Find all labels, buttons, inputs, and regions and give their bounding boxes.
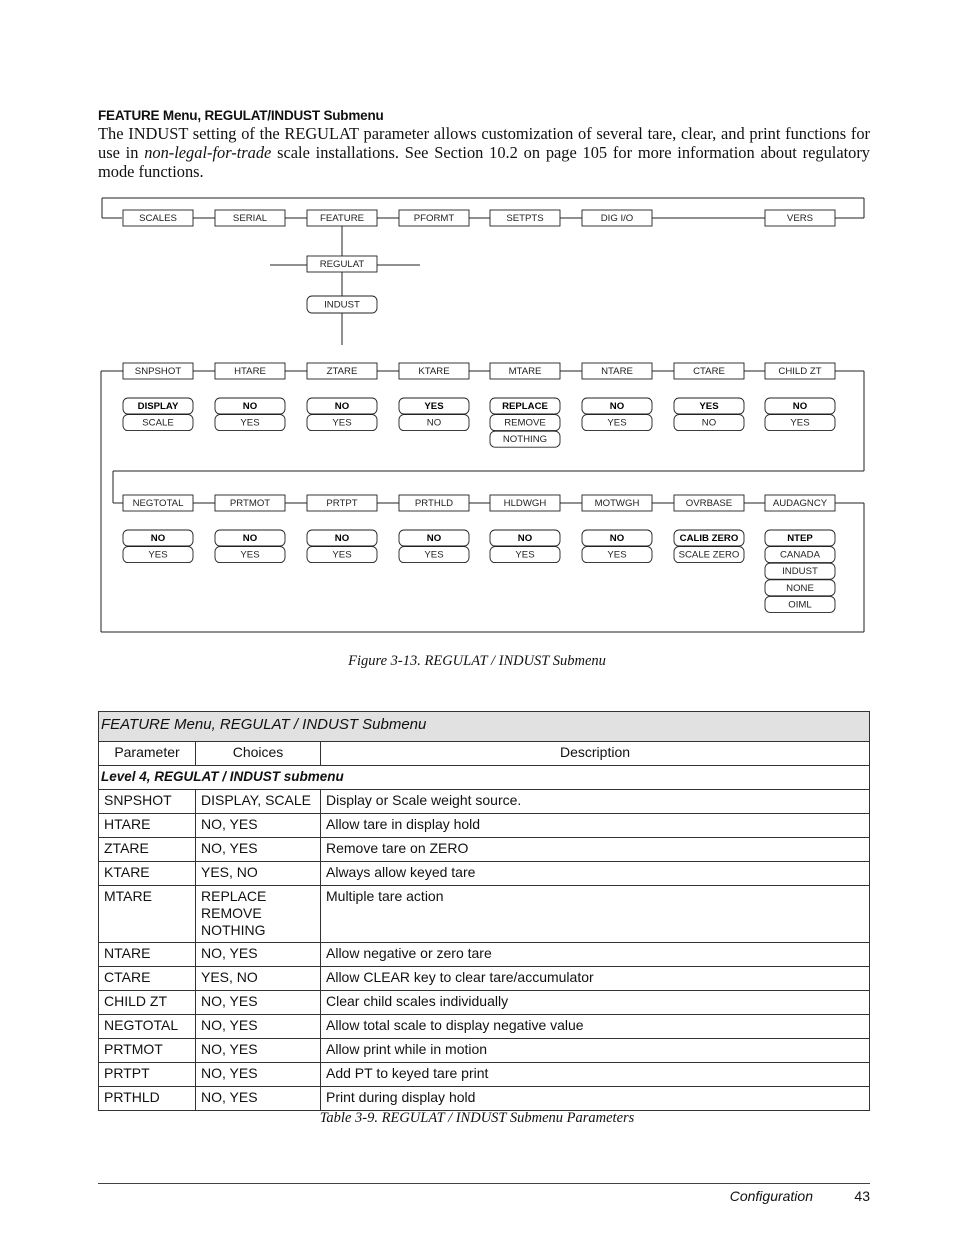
yes-label: YES	[332, 417, 352, 429]
choices-cell: NO, YES	[196, 991, 321, 1015]
mtare-label: MTARE	[508, 366, 542, 378]
section-heading: FEATURE Menu, REGULAT/INDUST Submenu	[98, 108, 384, 123]
description-cell: Allow print while in motion	[321, 1039, 870, 1063]
description-cell: Allow tare in display hold	[321, 814, 870, 838]
description-cell: Multiple tare action	[321, 886, 870, 943]
setpts-label: SETPTS	[506, 213, 544, 225]
choices-cell: NO, YES	[196, 1015, 321, 1039]
pformt-label: PFORMT	[413, 213, 455, 225]
motwgh-label: MOTWGH	[594, 498, 640, 510]
choices-cell: NO, YES	[196, 1087, 321, 1111]
none-label: NONE	[786, 582, 814, 594]
description-cell: Print during display hold	[321, 1087, 870, 1111]
no-label: NO	[426, 533, 442, 545]
prthld-label: PRTHLD	[414, 498, 454, 510]
serial-label: SERIAL	[232, 213, 268, 225]
footer-section: Configuration	[729, 1188, 813, 1204]
ztare-label: ZTARE	[326, 366, 358, 378]
ktare-label: KTARE	[418, 366, 450, 378]
display-label: DISPLAY	[137, 401, 179, 413]
description-cell: Allow negative or zero tare	[321, 943, 870, 967]
param-cell: PRTPT	[99, 1063, 196, 1087]
htare-label: HTARE	[234, 366, 266, 378]
canada-label: CANADA	[780, 549, 820, 561]
no-label: NO	[701, 417, 717, 429]
no-label: NO	[426, 417, 442, 429]
no-label: NO	[609, 401, 625, 413]
table-row	[99, 862, 870, 886]
parameters-table	[98, 711, 870, 1111]
no-label: NO	[150, 533, 166, 545]
table-row	[99, 967, 870, 991]
param-cell: HTARE	[99, 814, 196, 838]
yes-label: YES	[424, 549, 444, 561]
prtpt-label: PRTPT	[326, 498, 358, 510]
param-cell: SNPSHOT	[99, 790, 196, 814]
replace-label: REPLACE	[502, 401, 548, 413]
level-row: Level 4, REGULAT / INDUST submenu	[99, 766, 870, 790]
indust-label: INDUST	[782, 566, 818, 578]
no-label: NO	[242, 533, 258, 545]
ntare-label: NTARE	[601, 366, 633, 378]
table-row	[99, 886, 870, 943]
yes-label: YES	[790, 417, 810, 429]
scale-zero-label: SCALE ZERO	[678, 549, 740, 561]
no-label: NO	[517, 533, 533, 545]
yes-label: YES	[699, 401, 719, 413]
table-row	[99, 943, 870, 967]
choices-cell: NO, YES	[196, 943, 321, 967]
yes-label: YES	[240, 417, 260, 429]
child-zt-label: CHILD ZT	[778, 366, 822, 378]
header-choices: Choices	[196, 742, 321, 766]
scale-label: SCALE	[142, 417, 174, 429]
no-label: NO	[792, 401, 808, 413]
no-label: NO	[242, 401, 258, 413]
description-cell: Allow CLEAR key to clear tare/accumulator	[321, 967, 870, 991]
ctare-label: CTARE	[693, 366, 725, 378]
choices-cell: NO, YES	[196, 1039, 321, 1063]
scales-label: SCALES	[139, 213, 177, 225]
oiml-label: OIML	[788, 599, 812, 611]
yes-label: YES	[148, 549, 168, 561]
param-cell: CHILD ZT	[99, 991, 196, 1015]
param-cell: KTARE	[99, 862, 196, 886]
menu-structure-diagram	[0, 190, 954, 640]
table-row	[99, 1063, 870, 1087]
table-row	[99, 838, 870, 862]
description-cell: Allow total scale to display negative value	[321, 1015, 870, 1039]
snpshot-label: SNPSHOT	[134, 366, 182, 378]
calib-zero-label: CALIB ZERO	[679, 533, 739, 545]
yes-label: YES	[332, 549, 352, 561]
intro-text-start: The INDUST setting of the REGULAT parameter allows customization of several tare, clear, and print functions for use in	[98, 124, 870, 162]
hldwgh-label: HLDWGH	[503, 498, 547, 510]
regulat-label: REGULAT	[319, 259, 365, 271]
param-cell: CTARE	[99, 967, 196, 991]
footer-rule	[98, 1183, 870, 1184]
choices-cell: NO, YES	[196, 838, 321, 862]
param-cell: PRTHLD	[99, 1087, 196, 1111]
ovrbase-label: OVRBASE	[685, 498, 733, 510]
table-row	[99, 1039, 870, 1063]
intro-emphasis: non-legal-for-trade	[144, 143, 272, 162]
feature-label: FEATURE	[319, 213, 365, 225]
audagncy-label: AUDAGNCY	[772, 498, 828, 510]
param-cell: NTARE	[99, 943, 196, 967]
table-row	[99, 1087, 870, 1111]
param-cell: ZTARE	[99, 838, 196, 862]
choices-cell: DISPLAY, SCALE	[196, 790, 321, 814]
table-row	[99, 790, 870, 814]
choices-cell: REPLACE REMOVE NOTHING	[196, 886, 321, 943]
no-label: NO	[609, 533, 625, 545]
ntep-label: NTEP	[787, 533, 813, 545]
description-cell: Remove tare on ZERO	[321, 838, 870, 862]
param-cell: MTARE	[99, 886, 196, 943]
intro-paragraph	[98, 124, 870, 181]
table-row	[99, 991, 870, 1015]
choices-cell: NO, YES	[196, 1063, 321, 1087]
yes-label: YES	[607, 549, 627, 561]
dig-i-o-label: DIG I/O	[600, 213, 634, 225]
description-cell: Always allow keyed tare	[321, 862, 870, 886]
remove-label: REMOVE	[504, 417, 546, 429]
nothing-label: NOTHING	[502, 434, 548, 446]
page-number: 43	[854, 1188, 870, 1204]
figure-caption: Figure 3-13. REGULAT / INDUST Submenu	[348, 653, 606, 669]
yes-label: YES	[424, 401, 444, 413]
vers-label: VERS	[786, 213, 814, 225]
yes-label: YES	[515, 549, 535, 561]
yes-label: YES	[240, 549, 260, 561]
description-cell: Clear child scales individually	[321, 991, 870, 1015]
param-cell: PRTMOT	[99, 1039, 196, 1063]
description-cell: Display or Scale weight source.	[321, 790, 870, 814]
table-row	[99, 1015, 870, 1039]
no-label: NO	[334, 401, 350, 413]
intro-text-end: scale installations. See Section 10.2 on page 105 for more information about regulatory mode functions.	[98, 143, 871, 181]
no-label: NO	[334, 533, 350, 545]
choices-cell: YES, NO	[196, 862, 321, 886]
description-cell: Add PT to keyed tare print	[321, 1063, 870, 1087]
param-cell: NEGTOTAL	[99, 1015, 196, 1039]
table-row	[99, 814, 870, 838]
negtotal-label: NEGTOTAL	[132, 498, 184, 510]
table-caption: Table 3-9. REGULAT / INDUST Submenu Parameters	[319, 1110, 635, 1126]
prtmot-label: PRTMOT	[229, 498, 271, 510]
yes-label: YES	[607, 417, 627, 429]
choices-cell: NO, YES	[196, 814, 321, 838]
header-parameter: Parameter	[99, 742, 196, 766]
indust-label: INDUST	[324, 299, 360, 311]
table-title: FEATURE Menu, REGULAT / INDUST Submenu	[99, 712, 870, 742]
header-description: Description	[321, 742, 870, 766]
choices-cell: YES, NO	[196, 967, 321, 991]
